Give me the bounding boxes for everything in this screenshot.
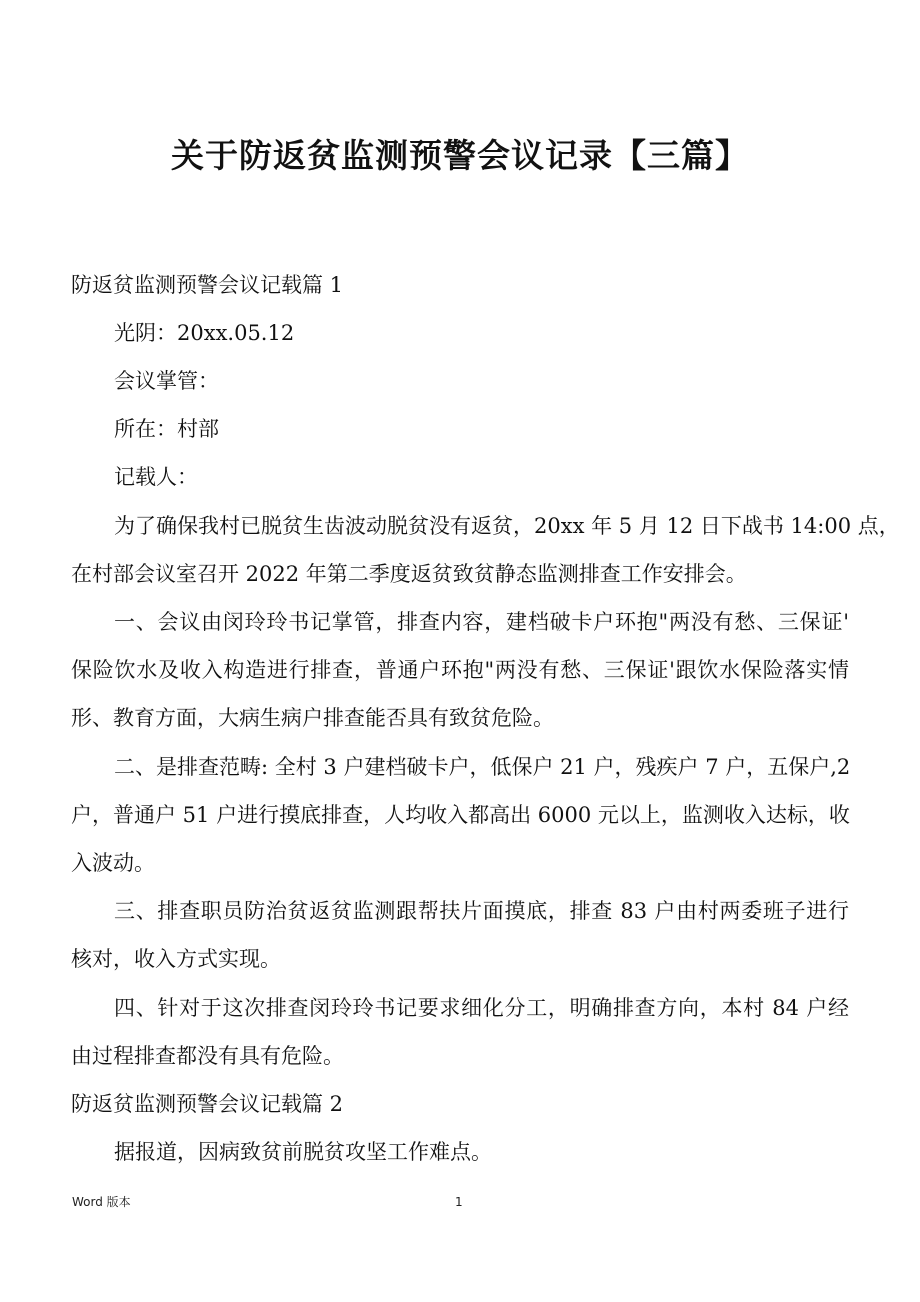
footer-page-number: 1 [455, 1195, 463, 1209]
section-heading-1: 防返贫监测预警会议记载篇 1 [71, 273, 344, 297]
paragraph-line: 由过程排查都没有具有危险。 [71, 1044, 344, 1068]
meeting-host: 会议掌管： [114, 369, 219, 393]
paragraph-line: 为了确保我村已脱贫生齿波动脱贫没有返贫，20xx 年 5 月 12 日下战书 14:00 点， [114, 514, 900, 538]
paragraph-line: 入波动。 [71, 851, 155, 875]
page-title: 关于防返贫监测预警会议记录【三篇】 [171, 136, 749, 175]
paragraph-line: 核对，收入方式实现。 [71, 947, 281, 971]
section2-paragraph: 据报道，因病致贫前脱贫攻坚工作难点。 [114, 1140, 492, 1164]
paragraph-line: 保险饮水及收入构造进行排查，普通户环抱"两没有愁、三保证'跟饮水保险落实情 [71, 658, 849, 682]
paragraph-line: 形、教育方面，大病生病户排查能否具有致贫危险。 [71, 706, 554, 730]
paragraph-line: 一、会议由闵玲玲书记掌管，排查内容，建档破卡户环抱"两没有愁、三保证' [114, 610, 849, 634]
paragraph-line: 在村部会议室召开 2022 年第二季度返贫致贫静态监测排查工作安排会。 [71, 562, 747, 586]
paragraph-line: 三、排查职员防治贫返贫监测跟帮扶片面摸底，排查 83 户由村两委班子进行 [114, 899, 849, 923]
section-heading-2: 防返贫监测预警会议记载篇 2 [71, 1092, 344, 1116]
paragraph-line: 二、是排查范畴: 全村 3 户建档破卡户，低保户 21 户，残疾户 7 户，五保户,2 [114, 755, 851, 779]
meeting-time: 光阴：20xx.05.12 [114, 321, 295, 345]
footer-label: Word 版本 [72, 1195, 131, 1209]
meeting-recorder: 记载人： [114, 465, 198, 489]
meeting-location: 所在：村部 [114, 417, 219, 441]
paragraph-line: 户，普通户 51 户进行摸底排查，人均收入都高出 6000 元以上，监测收入达标，收 [71, 803, 850, 827]
paragraph-line: 四、针对于这次排查闵玲玲书记要求细化分工，明确排查方向，本村 84 户经 [114, 996, 849, 1020]
